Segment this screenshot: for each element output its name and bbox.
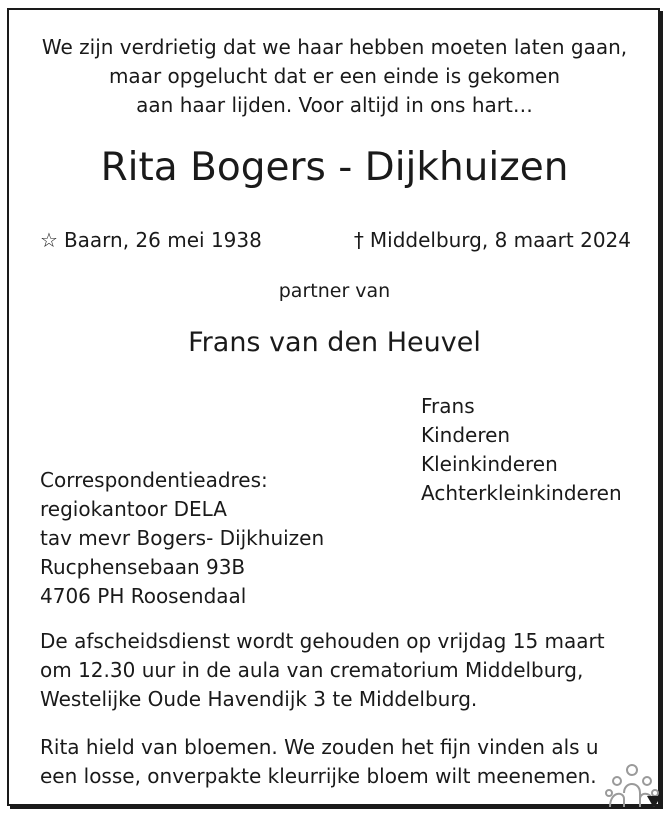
service-line: De afscheidsdienst wordt gehouden op vrijdag 15 maart (40, 629, 605, 653)
star-icon: ☆ (40, 228, 58, 252)
partner-label: partner van (278, 280, 391, 302)
verse-line: aan haar lijden. Voor altijd in ons hart… (136, 93, 533, 117)
service-line: om 12.30 uur in de aula van crematorium Middelburg, (40, 658, 584, 682)
relations-list (421, 392, 622, 508)
verse-line: We zijn verdrietig dat we haar hebben moeten laten gaan, (41, 35, 628, 59)
triangle-down-icon (646, 795, 662, 809)
flowers-line: een losse, onverpakte kleurrijke bloem wilt meenemen. (40, 764, 597, 788)
death-text: Middelburg, 8 maart 2024 (369, 228, 631, 252)
border-shadow-right (660, 11, 663, 808)
border-shadow-bottom (10, 806, 663, 809)
opening-verse (0, 33, 669, 120)
relation-item: Frans (421, 394, 475, 418)
address-line: tav mevr Bogers- Dijkhuizen (40, 526, 325, 550)
death-info (354, 227, 631, 253)
birth-text: Baarn, 26 mei 1938 (63, 228, 262, 252)
birth-info (40, 227, 262, 253)
deceased-name: Rita Bogers - Dijkhuizen (100, 145, 569, 190)
service-line: Westelijke Oude Havendijk 3 te Middelburg. (40, 687, 478, 711)
relation-item: Achterkleinkinderen (421, 481, 622, 505)
relation-item: Kleinkinderen (421, 452, 558, 476)
address-line: Rucphensebaan 93B (40, 555, 246, 579)
flowers-line: Rita hield van bloemen. We zouden het fijn vinden als u (40, 735, 599, 759)
address-line: regiokantoor DELA (40, 497, 227, 521)
service-details (40, 627, 605, 714)
verse-line: maar opgelucht dat er een einde is gekomen (108, 64, 561, 88)
relation-item: Kinderen (421, 423, 511, 447)
correspondence-address (40, 466, 324, 611)
flowers-note (40, 733, 599, 791)
address-line: 4706 PH Roosendaal (40, 584, 247, 608)
address-label: Correspondentieadres: (40, 468, 268, 492)
partner-name: Frans van den Heuvel (188, 327, 481, 358)
cross-icon: † (353, 228, 364, 252)
